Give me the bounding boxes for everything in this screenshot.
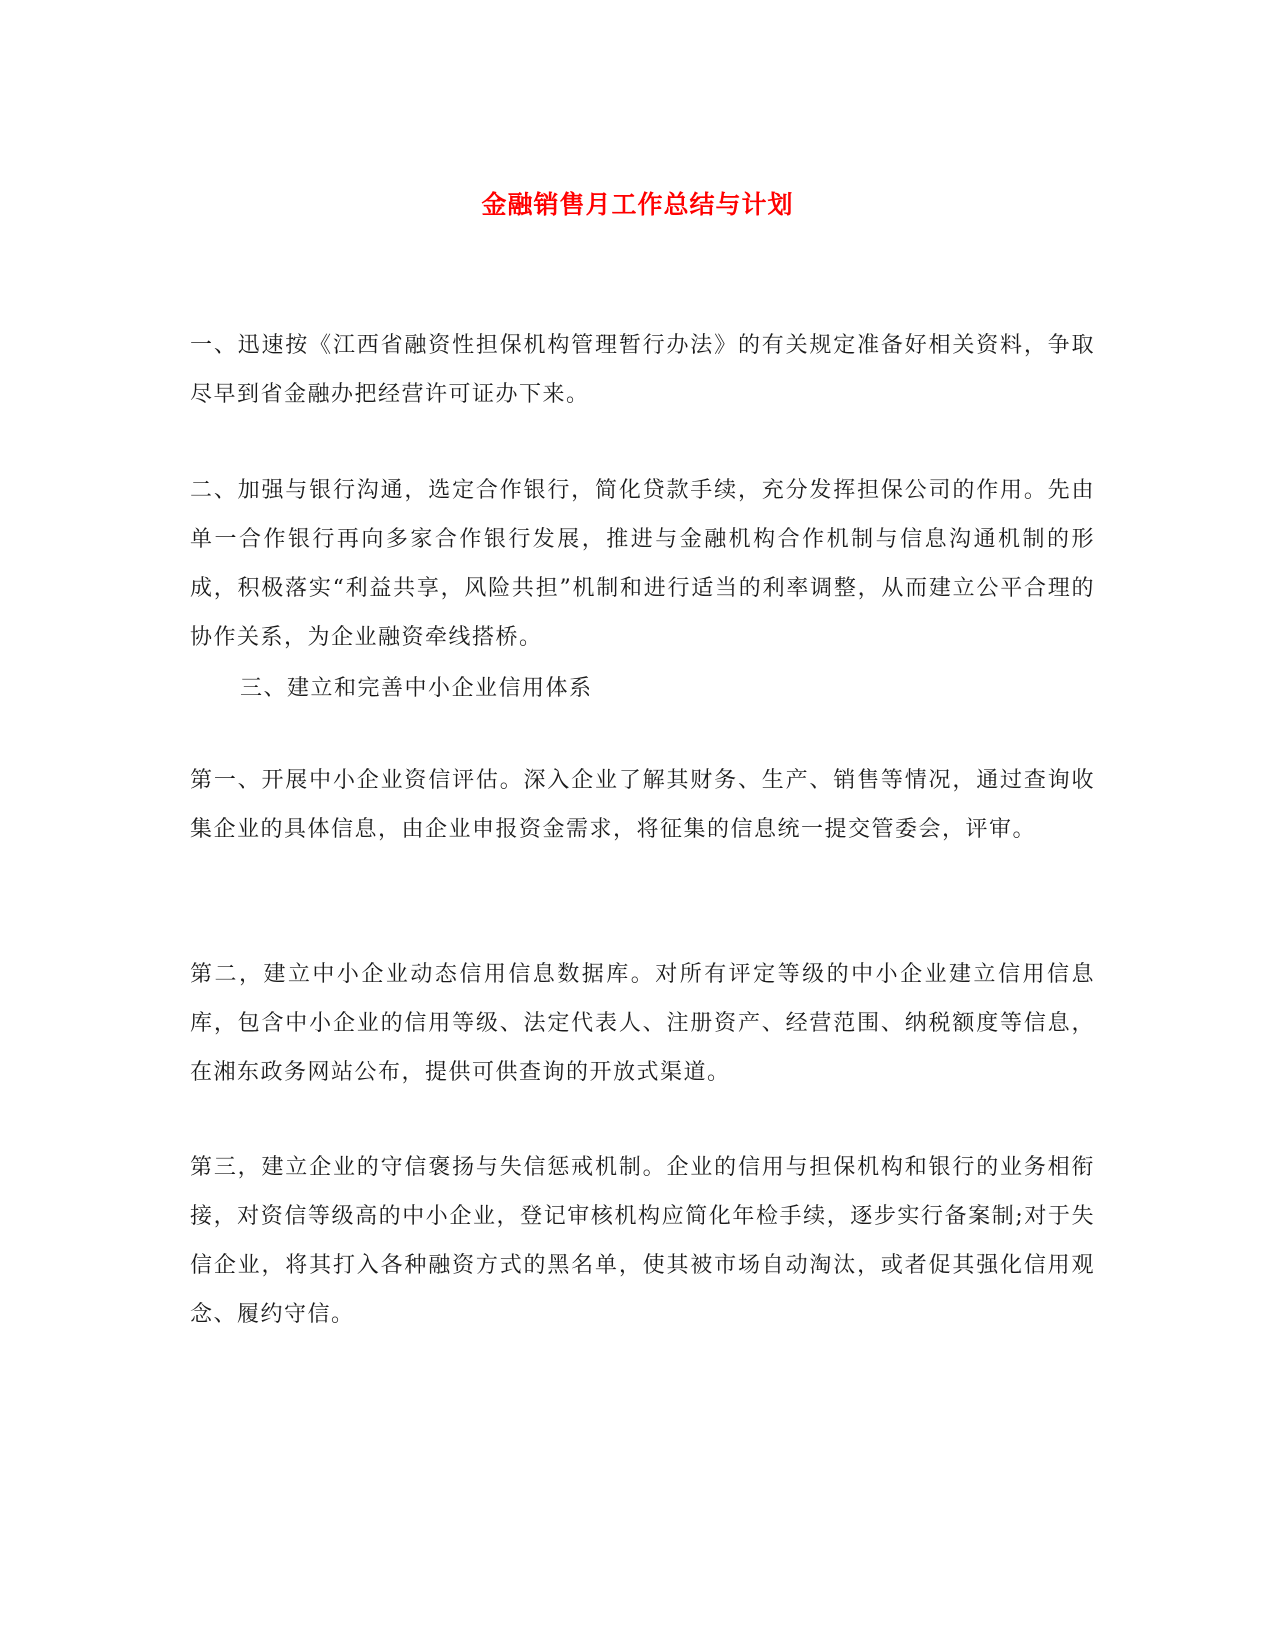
paragraph-section-one: 一、迅速按《江西省融资性担保机构管理暂行办法》的有关规定准备好相关资料，争取尽早到省金融办把经营许可证办下来。 <box>190 333 1095 407</box>
paragraph-section-two: 二、加强与银行沟通，选定合作银行，简化贷款手续，充分发挥担保公司的作用。先由单一合作银行再向多家合作银行发展，推进与金融机构合作机制与信息沟通机制的形成，积极落实“利益共享，风险共担”机制和进行适当的利率调整，从而建立公平合理的协作关系，为企业融资牵线搭桥。 <box>190 478 1095 650</box>
paragraph-item-third: 第三，建立企业的守信褒扬与失信惩戒机制。企业的信用与担保机构和银行的业务相衔接，对资信等级高的中小企业，登记审核机构应简化年检手续，逐步实行备案制;对于失信企业，将其打入各种融资方式的黑名单，使其被市场自动淘汰，或者促其强化信用观念、履约守信。 <box>190 1155 1095 1327</box>
paragraph-item-second: 第二，建立中小企业动态信用信息数据库。对所有评定等级的中小企业建立信用信息库，包含中小企业的信用等级、法定代表人、注册资产、经营范围、纳税额度等信息，在湘东政务网站公布，提供可供查询的开放式渠道。 <box>190 962 1095 1085</box>
section-three-heading: 三、建立和完善中小企业信用体系 <box>240 676 593 701</box>
paragraph-item-first: 第一、开展中小企业资信评估。深入企业了解其财务、生产、销售等情况，通过查询收集企业的具体信息，由企业申报资金需求，将征集的信息统一提交管委会，评审。 <box>190 768 1095 842</box>
document-title: 金融销售月工作总结与计划 <box>481 189 794 219</box>
